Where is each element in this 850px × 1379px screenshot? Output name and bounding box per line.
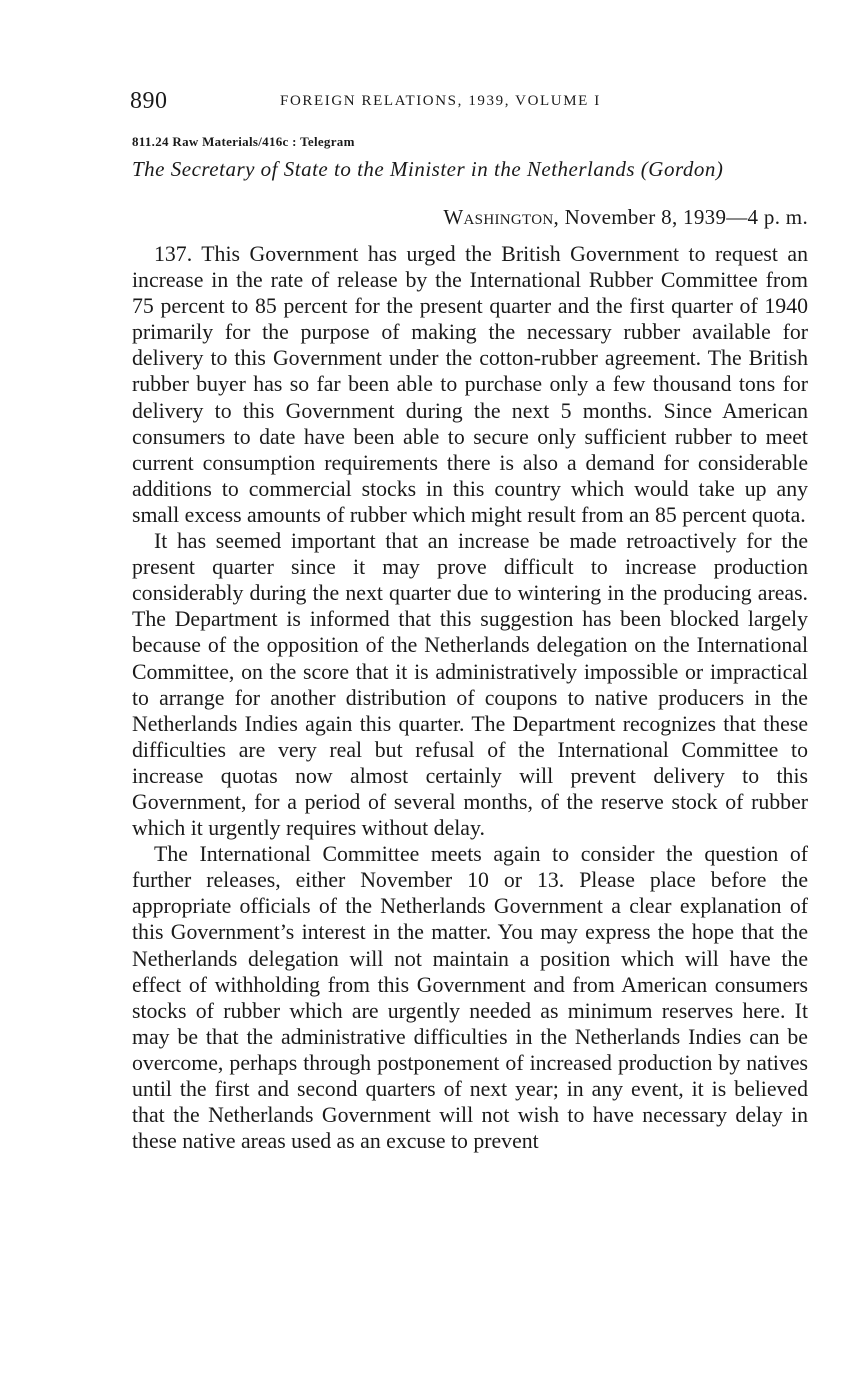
document-heading: The Secretary of State to the Minister in the Netherlands (Gordon) (132, 157, 724, 181)
running-head (130, 88, 810, 118)
running-title: FOREIGN RELATIONS, 1939, VOLUME I (280, 93, 601, 109)
page-number: 890 (130, 88, 168, 114)
file-reference: 811.24 Raw Materials/416c : Telegram (132, 134, 355, 149)
dateline (443, 205, 808, 230)
telegram-body (132, 241, 808, 1154)
paragraph-3: The International Committee meets again to consider the question of further releases, either November 10 or 13. Please place before the appropriate officials of the Netherlands Government a clear explanation of this Government’s interest in the matter. You may express the hope that the Netherlands delegation will not maintain a position which will have the effect of withholding from this Government and from American consumers stocks of rubber which are urgently needed as minimum reserves here. It may be that the administrative difficulties in the Netherlands Indies can be overcome, perhaps through postponement of increased production by natives until the first and second quarters of next year; in any event, it is believed that the Netherlands Government will not wish to have necessary delay in these native areas used as an excuse to prevent (132, 842, 808, 1154)
dateline-date: , November 8, 1939—4 p. m. (553, 205, 808, 229)
paragraph-2: It has seemed important that an increase be made retroactively for the present quarter since it may prove difficult to increase production considerably during the next quarter due to wintering in the producing areas. The Department is informed that this suggestion has been blocked largely because of the opposition of the Netherlands delegation on the International Committee, on the score that it is administratively impossible or impractical to arrange for another distribution of coupons to native producers in the Netherlands Indies again this quarter. The Department recognizes that these difficulties are very real but refusal of the International Committee to increase quotas now almost certainly will prevent delivery to this Government, for a period of several months, of the reserve stock of rubber which it urgently requires without delay. (132, 529, 808, 841)
dateline-place: Washington (443, 205, 554, 229)
paragraph-1: 137. This Government has urged the British Government to request an increase in the rate of release by the International Rubber Committee from 75 percent to 85 percent for the present quarter and the first quarter of 1940 primarily for the purpose of making the necessary rubber available for delivery to this Government under the cotton-rubber agreement. The British rubber buyer has so far been able to purchase only a few thousand tons for delivery to this Government during the next 5 months. Since American consumers to date have been able to secure only sufficient rubber to meet current consumption requirements there is also a demand for considerable additions to commercial stocks in this country which would take up any small excess amounts of rubber which might result from an 85 percent quota. (132, 242, 808, 527)
